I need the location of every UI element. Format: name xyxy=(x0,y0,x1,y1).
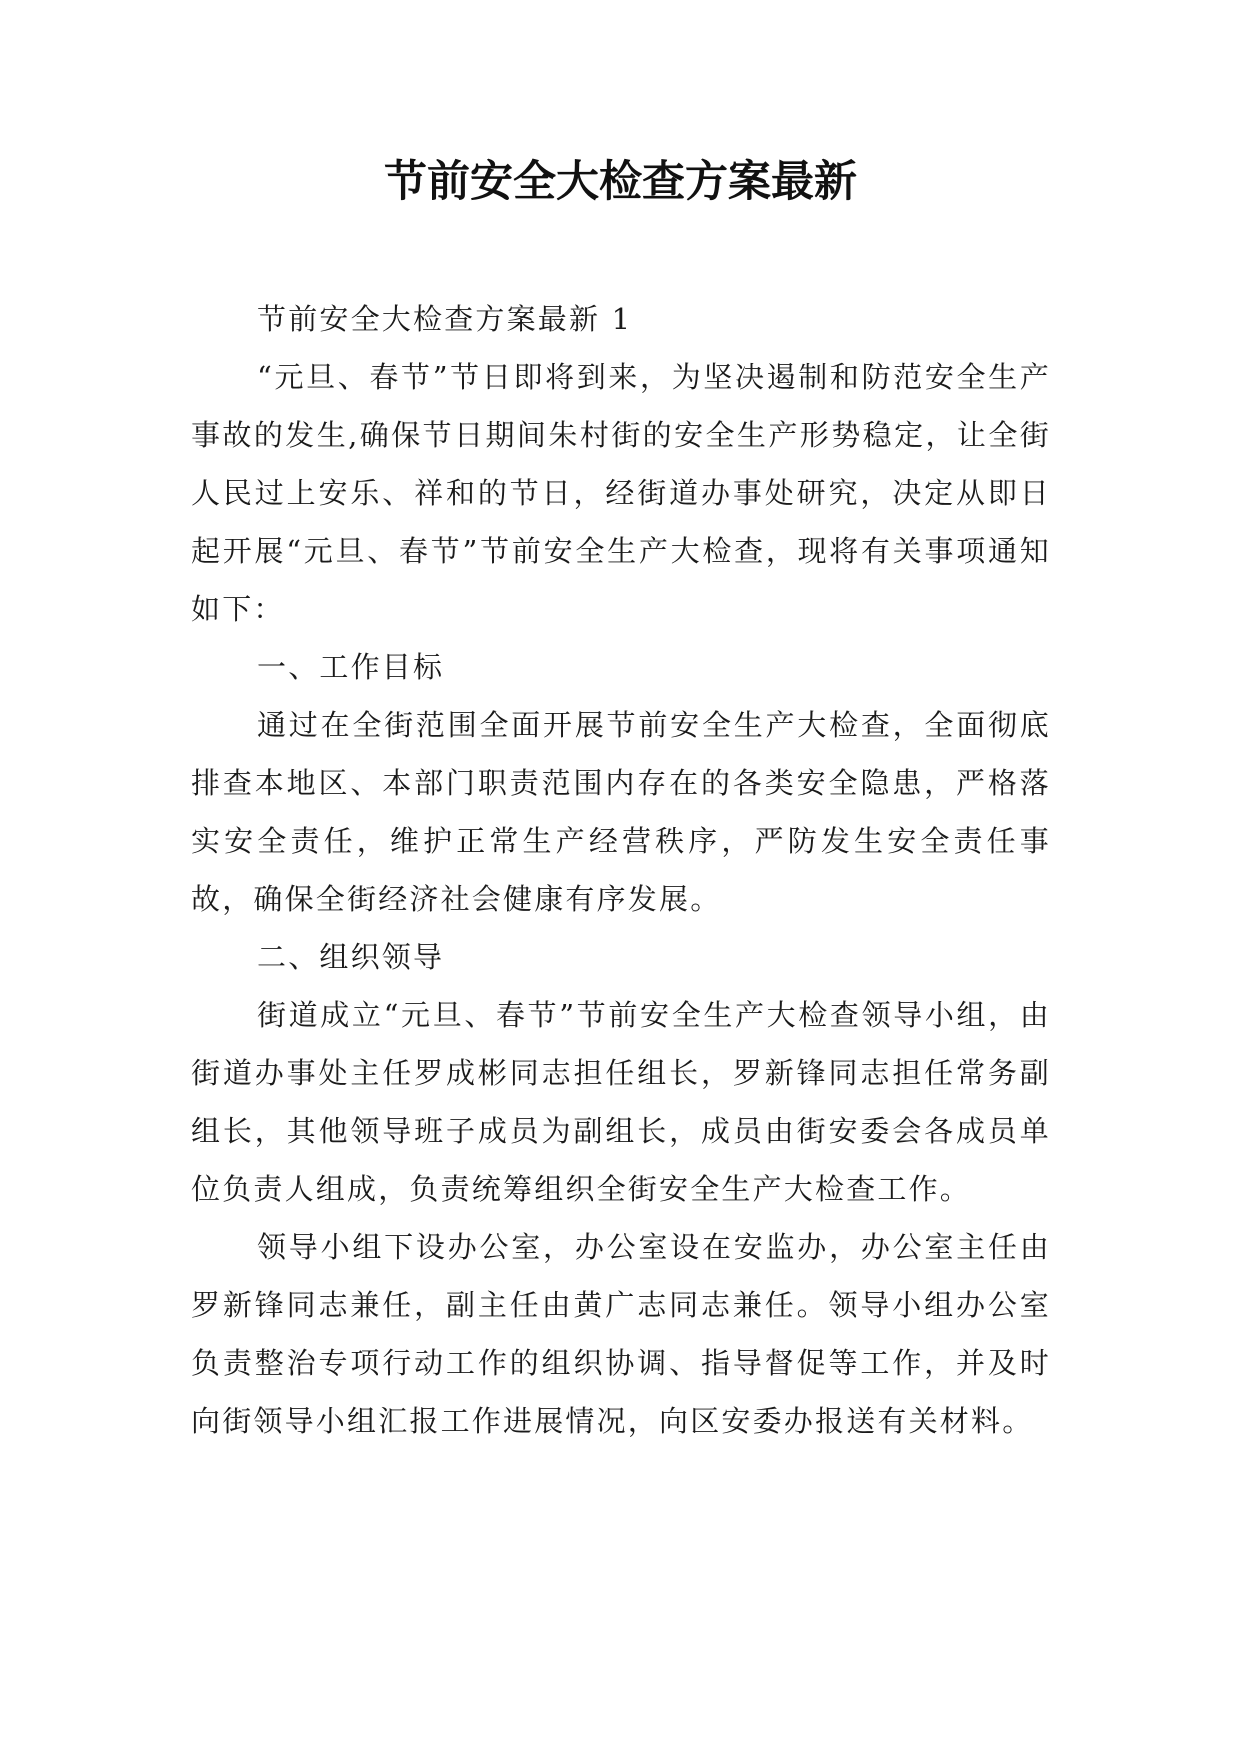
organization-paragraph: 街道成立“元旦、春节”节前安全生产大检查领导小组，由街道办事处主任罗成彬同志担任组长，罗新锋同志担任常务副组长，其他领导班子成员为副组长，成员由街安委会各成员单位负责人组成，负责统筹组织全街安全生产大检查工作。 xyxy=(191,998,1051,1206)
document-body xyxy=(191,290,1051,1450)
section-heading-organization: 二、组织领导 xyxy=(257,940,445,974)
office-paragraph: 领导小组下设办公室，办公室设在安监办，办公室主任由罗新锋同志兼任，副主任由黄广志同志兼任。领导小组办公室负责整治专项行动工作的组织协调、指导督促等工作，并及时向街领导小组汇报工作进展情况，向区安委办报送有关材料。 xyxy=(191,1230,1051,1438)
section-heading-goals: 一、工作目标 xyxy=(257,650,445,684)
goals-paragraph: 通过在全街范围全面开展节前安全生产大检查，全面彻底排查本地区、本部门职责范围内存在的各类安全隐患，严格落实安全责任，维护正常生产经营秩序，严防发生安全责任事故，确保全街经济社会健康有序发展。 xyxy=(191,708,1051,916)
subtitle-paragraph: 节前安全大检查方案最新 1 xyxy=(257,302,633,336)
intro-paragraph: “元旦、春节”节日即将到来，为坚决遏制和防范安全生产事故的发生,确保节日期间朱村街的安全生产形势稳定，让全街人民过上安乐、祥和的节日，经街道办事处研究，决定从即日起开展“元旦、春节”节前安全生产大检查，现将有关事项通知如下： xyxy=(191,360,1051,626)
document-title: 节前安全大检查方案最新 xyxy=(384,157,857,207)
